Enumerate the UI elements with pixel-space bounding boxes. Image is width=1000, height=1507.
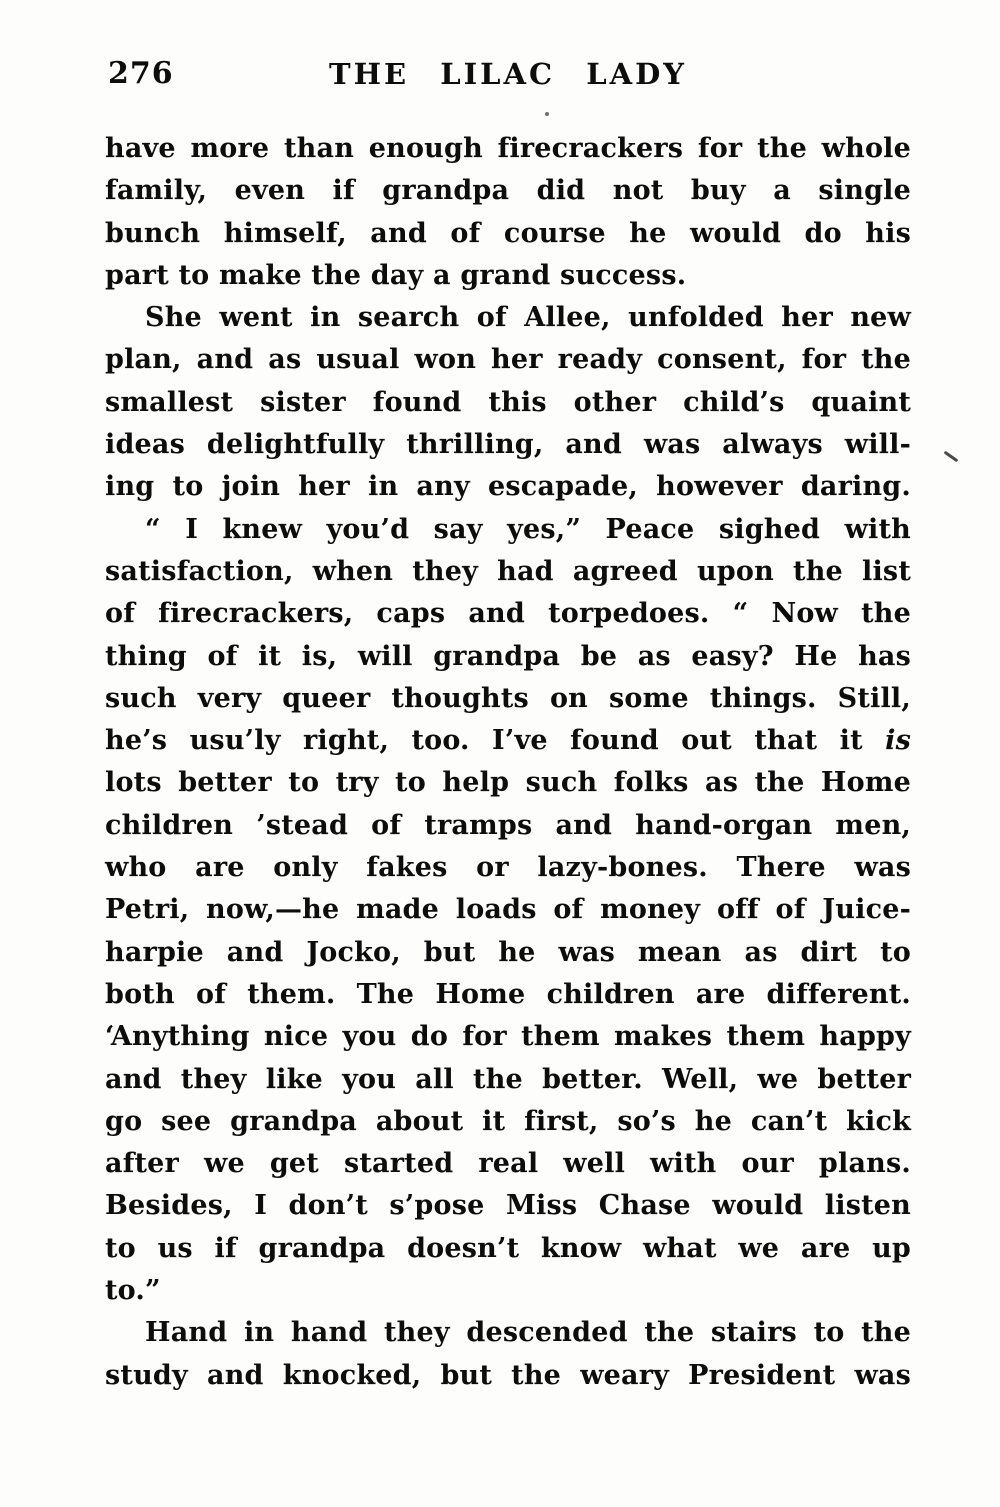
text-line: ing to join her in any escapade, however daring. bbox=[105, 471, 911, 503]
paragraph bbox=[105, 509, 911, 1313]
paragraph bbox=[105, 1312, 911, 1397]
running-header-title: THE LILAC LADY bbox=[329, 57, 687, 91]
text-line: lots better to try to help such folks as the Home bbox=[105, 767, 911, 799]
text-line: to.” bbox=[105, 1275, 161, 1307]
text-line: smallest sister found this other child’s quaint bbox=[105, 386, 911, 418]
paragraph bbox=[105, 297, 911, 508]
text-line: harpie and Jocko, but he was mean as dirt to bbox=[105, 936, 911, 968]
text-line: “ I knew you’d say yes,” Peace sighed with bbox=[145, 513, 911, 545]
text-line: She went in search of Allee, unfolded her new bbox=[145, 302, 911, 334]
text-line: children ’stead of tramps and hand-organ men, bbox=[105, 809, 911, 841]
text-line: Petri, now,—he made loads of money off of Juice- bbox=[105, 894, 911, 926]
paragraph bbox=[105, 128, 911, 297]
scan-artifact-stroke bbox=[944, 451, 959, 463]
text-line: ‘Anything nice you do for them makes them happy bbox=[105, 1021, 911, 1053]
text-line: such very queer thoughts on some things. Still, bbox=[105, 682, 911, 714]
text-line: after we get started real well with our plans. bbox=[105, 1148, 911, 1180]
text-line: and they like you all the better. Well, we better bbox=[105, 1063, 911, 1095]
text-line: satisfaction, when they had agreed upon the list bbox=[105, 555, 911, 587]
text-line: Besides, I don’t s’pose Miss Chase would listen bbox=[105, 1190, 911, 1222]
text-line: both of them. The Home children are different. bbox=[105, 978, 911, 1010]
text-line: study and knocked, but the weary President was bbox=[105, 1359, 911, 1391]
body-text bbox=[105, 128, 911, 1397]
text-line: thing of it is, will grandpa be as easy? He has bbox=[105, 640, 911, 672]
scan-artifact-dot bbox=[545, 112, 549, 116]
text-line: to us if grandpa doesn’t know what we are up bbox=[105, 1232, 911, 1264]
text-line: ideas delightfully thrilling, and was always will- bbox=[105, 429, 911, 461]
text-line: go see grandpa about it first, so’s he can’t kick bbox=[105, 1105, 911, 1137]
text-line: bunch himself, and of course he would do his bbox=[105, 217, 911, 249]
text-line: he’s usu’ly right, too. I’ve found out that it is bbox=[105, 725, 911, 757]
text-line: Hand in hand they descended the stairs to the bbox=[145, 1317, 911, 1349]
text-line: who are only fakes or lazy-bones. There was bbox=[105, 852, 911, 884]
text-line: plan, and as usual won her ready consent, for the bbox=[105, 344, 911, 376]
text-line: of firecrackers, caps and torpedoes. “ Now the bbox=[105, 598, 911, 630]
text-line: have more than enough firecrackers for the whole bbox=[105, 133, 911, 164]
text-line: part to make the day a grand success. bbox=[105, 259, 687, 291]
text-line: family, even if grandpa did not buy a single bbox=[105, 175, 911, 207]
page-number: 276 bbox=[108, 56, 174, 91]
